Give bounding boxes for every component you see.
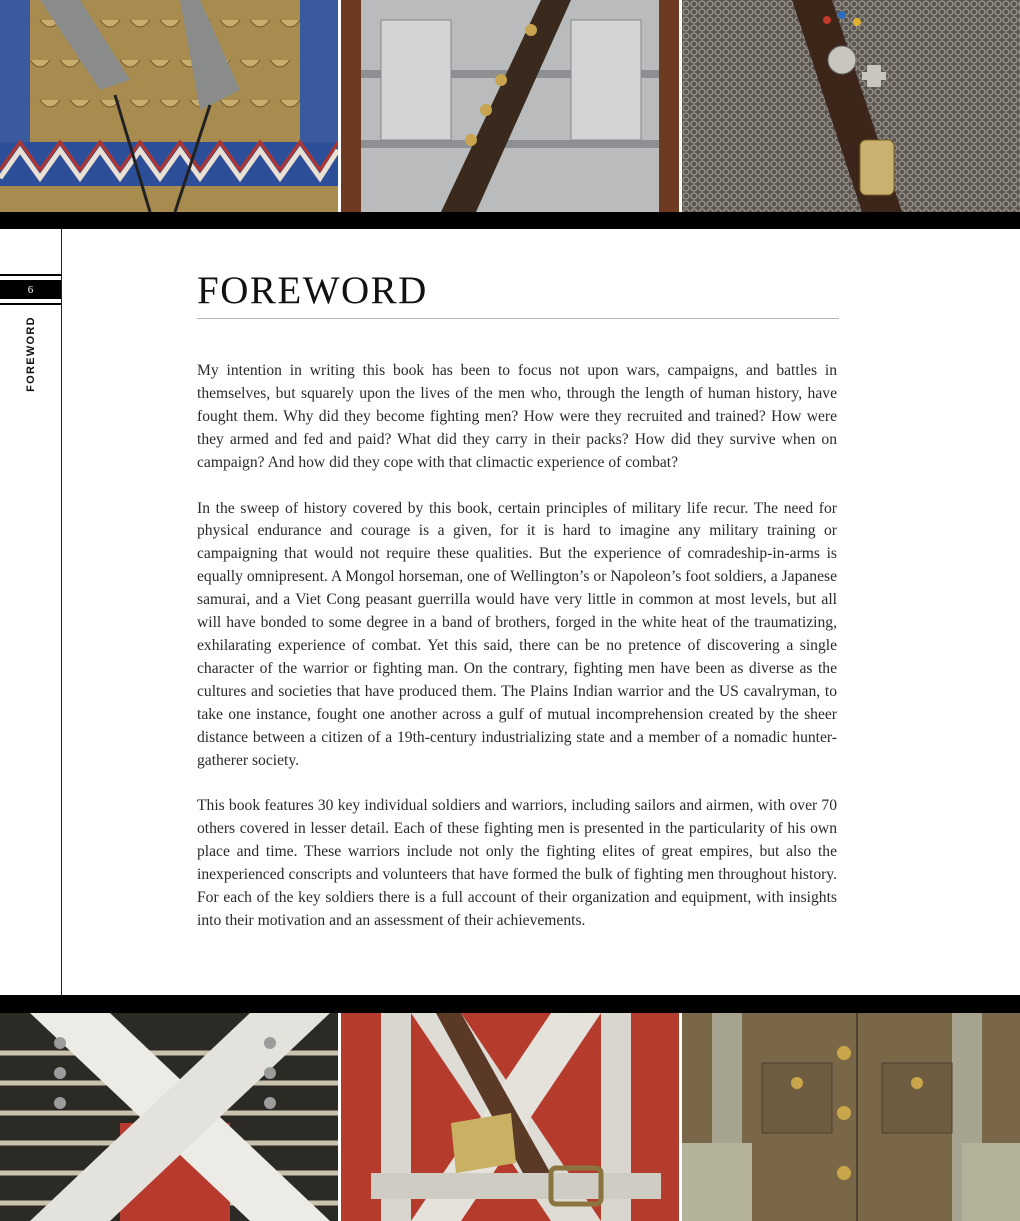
bottom-photo-strip xyxy=(0,1013,1020,1221)
body-text xyxy=(197,360,837,956)
page-number: 6 xyxy=(0,280,61,299)
photo-hussar-uniform xyxy=(0,1013,338,1221)
bottom-black-bar xyxy=(0,995,1020,1013)
paragraph: My intention in writing this book has been to focus not upon wars, campaigns, and battles in themselves, but squarely upon the lives of the men who, through the length of human history, have fought them. Why did they become fighting men? How were they recruited and trained? How were they armed and fed and paid? What did they carry in their packs? How did they survive when on campaign? And how did they cope with that climactic experience of combat? xyxy=(197,362,837,471)
running-section-label: FOREWORD xyxy=(25,316,37,392)
paragraph: This book features 30 key individual soldiers and warriors, including sailors and airmen, with over 70 others covered in lesser detail. Each of these fighting men is presented in the particularity of his own place and time. These warriors include not only the fighting elites of great empires, but also the inexperienced conscripts and volunteers that have formed the bulk of fighting men throughout history. For each of the key soldiers there is a full account of their organization and equipment, with insights into their motivation and an assessment of their achievements. xyxy=(197,797,837,929)
top-photo-strip xyxy=(0,0,1020,212)
photo-scale-armor xyxy=(0,0,338,212)
photo-redcoat-uniform xyxy=(341,1013,679,1221)
page-number-tab xyxy=(0,274,61,305)
photo-khaki-uniform xyxy=(682,1013,1020,1221)
tab-rule-top xyxy=(0,274,61,276)
paragraph: In the sweep of history covered by this book, certain principles of military life recur. The need for physical endurance and courage is a given, for it is hard to imagine any military training or campaigning that would not require these qualities. But the experience of comradeship-in-arms is equally omnipresent. A Mongol horseman, one of Wellington’s or Napoleon’s foot soldiers, a Japanese samurai, and a Viet Cong peasant guerrilla would have very little in common at most levels, but all will have bonded to some degree in a band of brothers, forged in the white heat of the traumatizing, exhilarating experience of combat. Yet this said, there can be no pretence of discovering a single character of the warrior or fighting man. On the contrary, fighting men have been as diverse as the cultures and societies that have produced them. The Plains Indian warrior and the US cavalryman, to take one instance, fought one another across a gulf of mutual incomprehension created by the sheer distance between a citizen of a 19th-century industrializing state and a member of a nomadic hunter-gatherer society. xyxy=(197,499,837,769)
page-title: FOREWORD xyxy=(197,269,428,312)
margin-rule xyxy=(61,229,62,995)
photo-roman-plate-armor xyxy=(341,0,679,212)
photo-chainmail xyxy=(682,0,1020,212)
top-black-bar xyxy=(0,212,1020,229)
tab-rule-bottom xyxy=(0,303,61,305)
title-underline xyxy=(197,318,839,319)
